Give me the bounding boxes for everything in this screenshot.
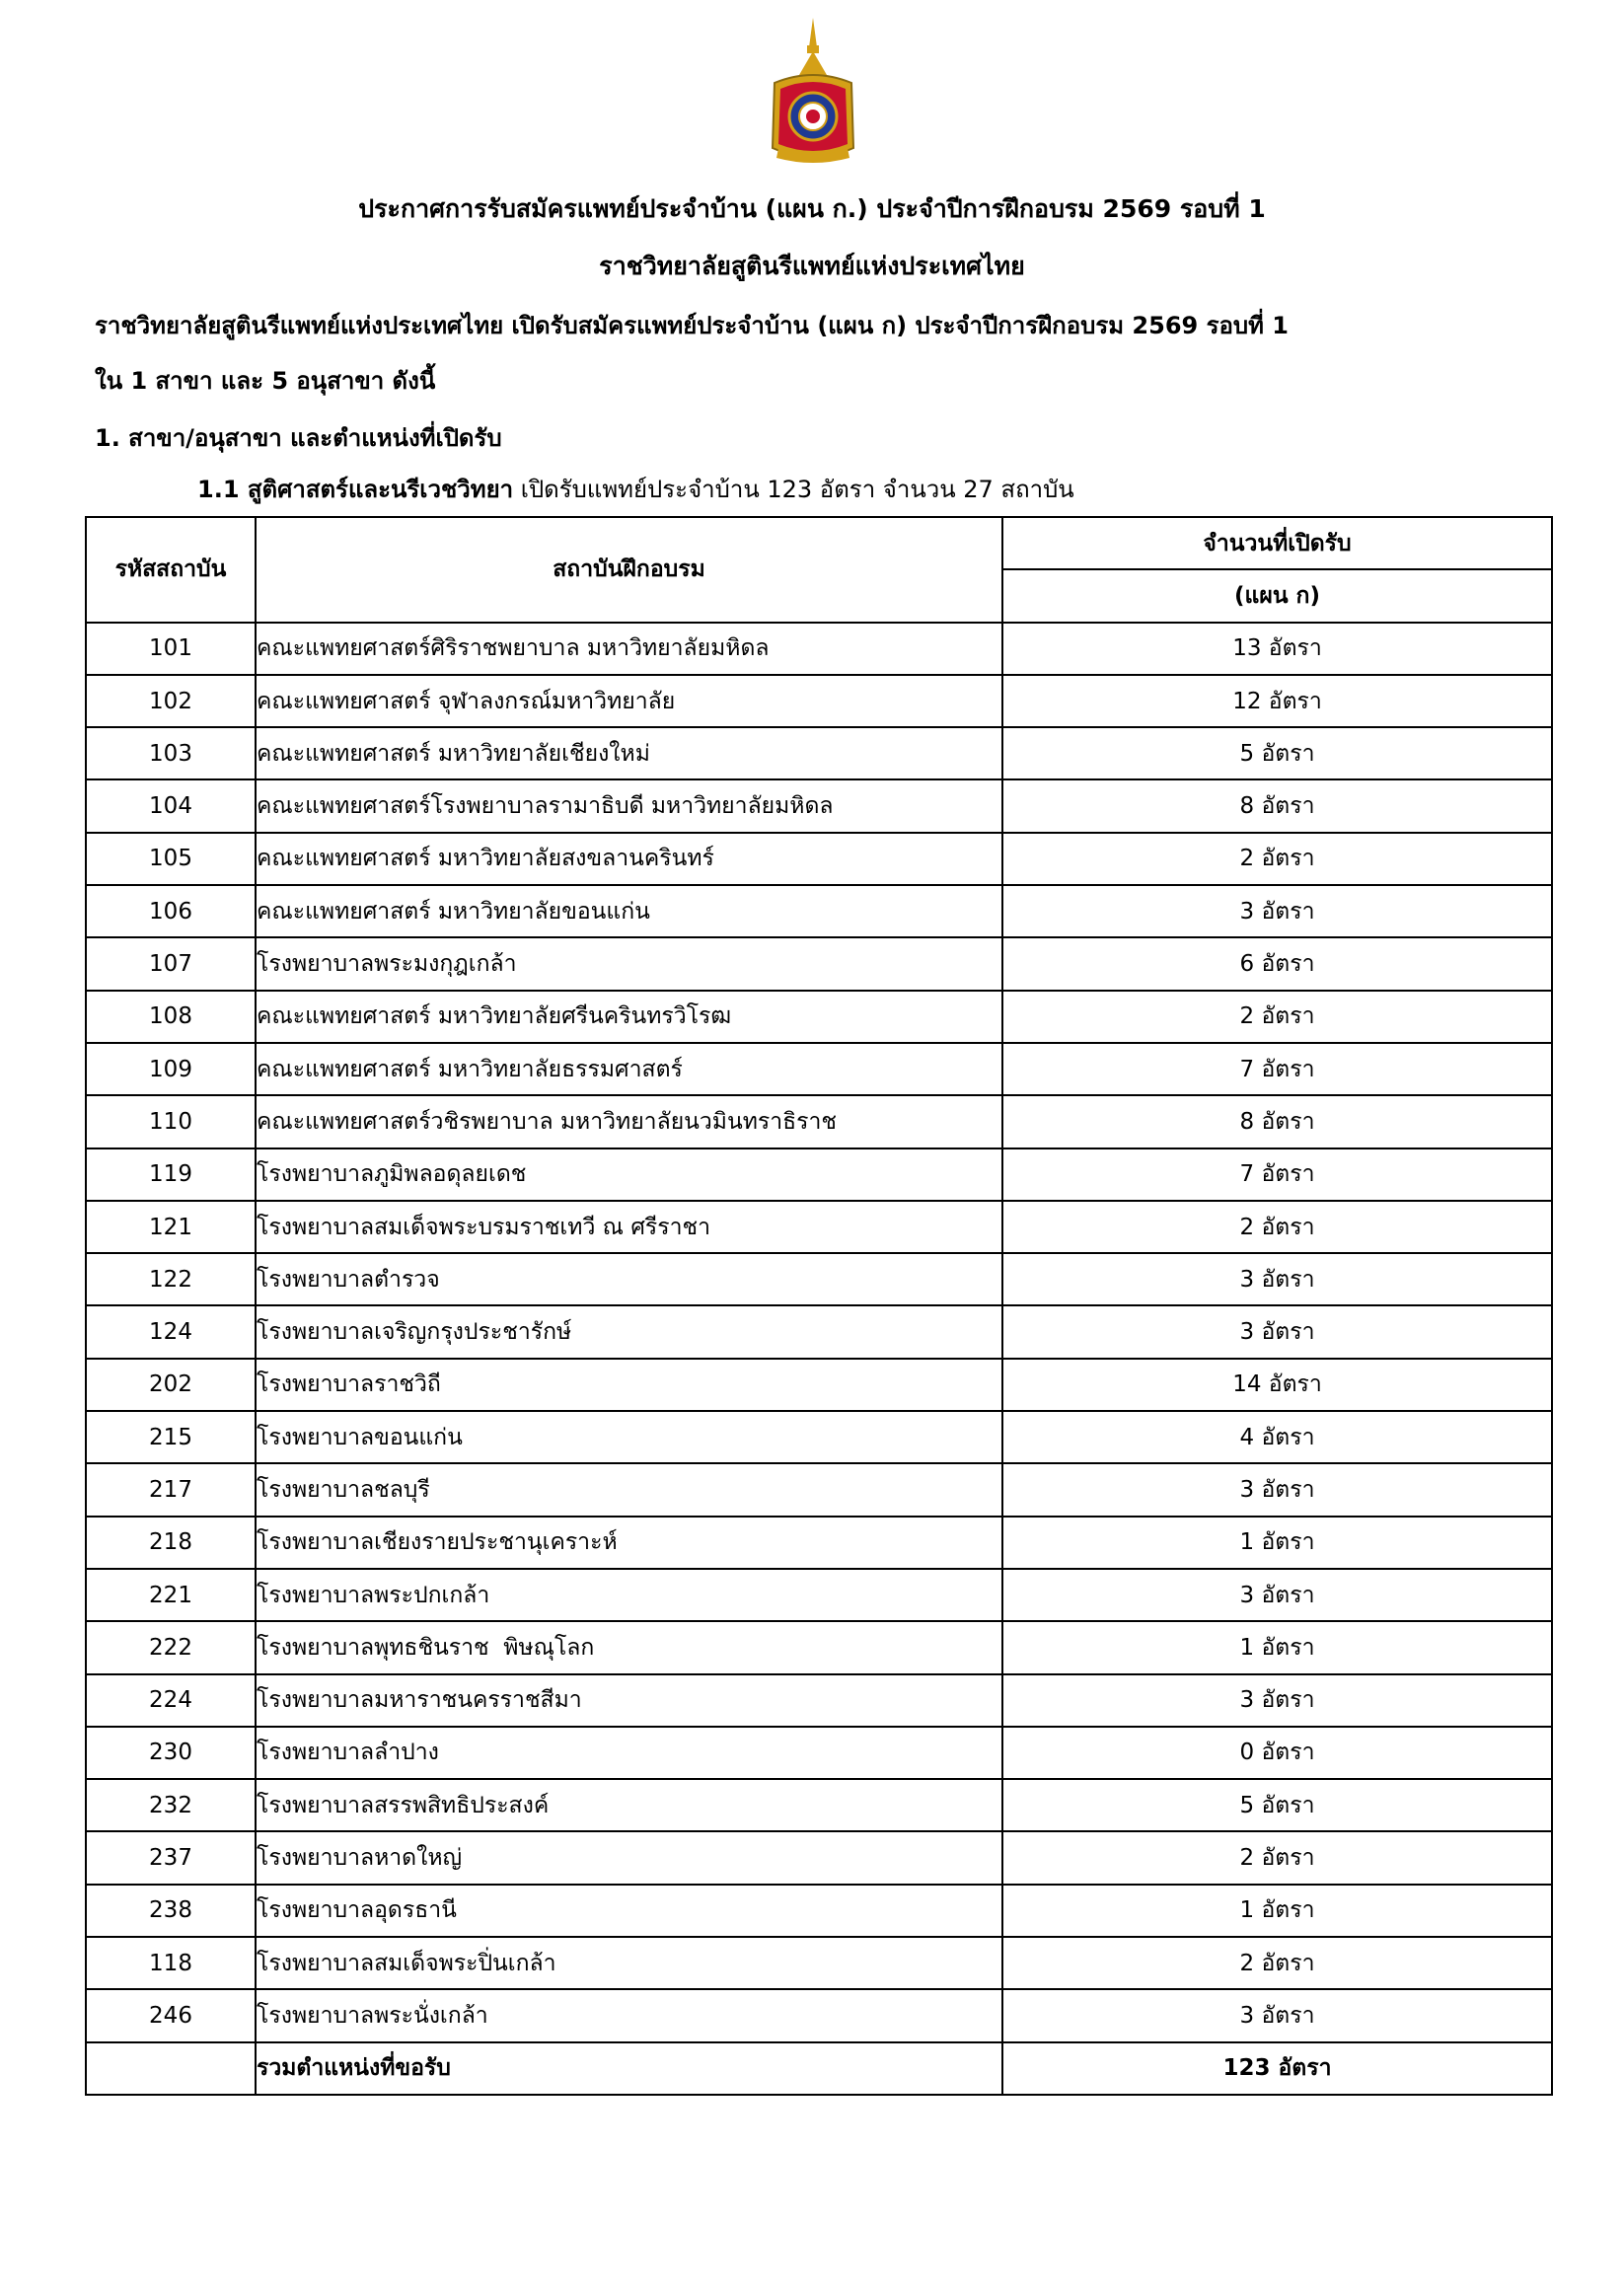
institution-name: โรงพยาบาลหาดใหญ่ — [256, 1831, 1002, 1884]
table-row — [86, 1517, 1552, 1569]
institution-code: 108 — [86, 991, 256, 1043]
table-row — [86, 1148, 1552, 1201]
table-row — [86, 1359, 1552, 1411]
position-count: 5 อัตรา — [1002, 727, 1552, 779]
table-row — [86, 1253, 1552, 1305]
institution-code: 106 — [86, 885, 256, 937]
announcement-title: ประกาศการรับสมัครแพทย์ประจำบ้าน (แผน ก.) ประจำปีการฝึกอบรม 2569 รอบที่ 1 — [358, 194, 1266, 223]
institution-name: โรงพยาบาลพุทธชินราช พิษณุโลก — [256, 1621, 1002, 1673]
institution-code: 224 — [86, 1674, 256, 1727]
table-row — [86, 1201, 1552, 1253]
institution-name: โรงพยาบาลเชียงรายประชานุเคราะห์ — [256, 1517, 1002, 1569]
institution-code: 230 — [86, 1727, 256, 1779]
institution-name: โรงพยาบาลภูมิพลอดุลยเดช — [256, 1148, 1002, 1201]
position-count: 3 อัตรา — [1002, 1305, 1552, 1358]
institution-name: โรงพยาบาลตำรวจ — [256, 1253, 1002, 1305]
institution-name: โรงพยาบาลสมเด็จพระบรมราชเทวี ณ ศรีราชา — [256, 1201, 1002, 1253]
institution-code: 237 — [86, 1831, 256, 1884]
institution-name: คณะแพทยศาสตร์โรงพยาบาลรามาธิบดี มหาวิทยาลัยมหิดล — [256, 779, 1002, 832]
institution-code: 122 — [86, 1253, 256, 1305]
table-row — [86, 1989, 1552, 2041]
institution-name: โรงพยาบาลอุดรธานี — [256, 1885, 1002, 1937]
position-count: 2 อัตรา — [1002, 1831, 1552, 1884]
table-row — [86, 991, 1552, 1043]
institution-code: 222 — [86, 1621, 256, 1673]
institution-code: 202 — [86, 1359, 256, 1411]
position-count: 1 อัตรา — [1002, 1621, 1552, 1673]
position-count: 2 อัตรา — [1002, 1937, 1552, 1989]
institution-name: โรงพยาบาลพระมงกุฎเกล้า — [256, 937, 1002, 990]
position-count: 8 อัตรา — [1002, 1095, 1552, 1148]
table-row — [86, 885, 1552, 937]
subsection-label: 1.1 สูติศาสตร์และนรีเวชวิทยา — [197, 476, 514, 503]
institution-code: 101 — [86, 623, 256, 675]
institution-code: 232 — [86, 1779, 256, 1831]
position-count: 3 อัตรา — [1002, 885, 1552, 937]
institution-name: โรงพยาบาลราชวิถี — [256, 1359, 1002, 1411]
institution-name: คณะแพทยศาสตร์ มหาวิทยาลัยสงขลานครินทร์ — [256, 833, 1002, 885]
position-count: 13 อัตรา — [1002, 623, 1552, 675]
section-1-heading: 1. สาขา/อนุสาขา และตำแหน่งที่เปิดรับ — [95, 424, 502, 452]
institution-code: 102 — [86, 675, 256, 727]
position-count: 8 อัตรา — [1002, 779, 1552, 832]
subsection-heading — [197, 470, 1074, 508]
institution-code: 218 — [86, 1517, 256, 1569]
institution-name: คณะแพทยศาสตร์ศิริราชพยาบาล มหาวิทยาลัยมหิดล — [256, 623, 1002, 675]
institution-name: โรงพยาบาลสมเด็จพระปิ่นเกล้า — [256, 1937, 1002, 1989]
institution-name: โรงพยาบาลสรรพสิทธิประสงค์ — [256, 1779, 1002, 1831]
position-count: 7 อัตรา — [1002, 1043, 1552, 1095]
table-row — [86, 675, 1552, 727]
table-row — [86, 1305, 1552, 1358]
institution-code: 105 — [86, 833, 256, 885]
position-count: 3 อัตรา — [1002, 1463, 1552, 1516]
position-count: 3 อัตรา — [1002, 1253, 1552, 1305]
institution-name: คณะแพทยศาสตร์วชิรพยาบาล มหาวิทยาลัยนวมินทราธิราช — [256, 1095, 1002, 1148]
position-count: 1 อัตรา — [1002, 1517, 1552, 1569]
total-row — [86, 2042, 1552, 2095]
institution-name: คณะแพทยศาสตร์ มหาวิทยาลัยศรีนครินทรวิโรฒ — [256, 991, 1002, 1043]
organization-name: ราชวิทยาลัยสูตินรีแพทย์แห่งประเทศไทย — [599, 252, 1025, 280]
position-count: 6 อัตรา — [1002, 937, 1552, 990]
institution-name: โรงพยาบาลพระนั่งเกล้า — [256, 1989, 1002, 2041]
institution-code: 217 — [86, 1463, 256, 1516]
institution-code: 118 — [86, 1937, 256, 1989]
table-row — [86, 1095, 1552, 1148]
intro-line-1: ราชวิทยาลัยสูตินรีแพทย์แห่งประเทศไทย เปิดรับสมัครแพทย์ประจำบ้าน (แผน ก) ประจำปีการฝึกอบรม 2569 รอบที่ 1 — [95, 312, 1289, 339]
position-count: 2 อัตรา — [1002, 833, 1552, 885]
table-row — [86, 1779, 1552, 1831]
position-count: 0 อัตรา — [1002, 1727, 1552, 1779]
institution-code: 246 — [86, 1989, 256, 2041]
institution-code: 124 — [86, 1305, 256, 1358]
total-qty: 123 อัตรา — [1002, 2042, 1552, 2095]
header-plan: (แผน ก) — [1002, 569, 1552, 622]
table-row — [86, 833, 1552, 885]
position-count: 3 อัตรา — [1002, 1674, 1552, 1727]
subsection-desc: เปิดรับแพทย์ประจำบ้าน 123 อัตรา จำนวน 27 สถาบัน — [513, 476, 1074, 503]
institution-name: คณะแพทยศาสตร์ มหาวิทยาลัยธรรมศาสตร์ — [256, 1043, 1002, 1095]
institution-code: 109 — [86, 1043, 256, 1095]
position-count: 14 อัตรา — [1002, 1359, 1552, 1411]
institution-name: โรงพยาบาลชลบุรี — [256, 1463, 1002, 1516]
table-row — [86, 623, 1552, 675]
position-count: 12 อัตรา — [1002, 675, 1552, 727]
institution-name: คณะแพทยศาสตร์ มหาวิทยาลัยขอนแก่น — [256, 885, 1002, 937]
table-row — [86, 1937, 1552, 1989]
position-count: 7 อัตรา — [1002, 1148, 1552, 1201]
position-count: 5 อัตรา — [1002, 1779, 1552, 1831]
intro-line-2: ใน 1 สาขา และ 5 อนุสาขา ดังนี้ — [95, 367, 436, 395]
table-row — [86, 1463, 1552, 1516]
total-label: รวมตำแหน่งที่ขอรับ — [256, 2042, 1002, 2095]
position-count: 2 อัตรา — [1002, 1201, 1552, 1253]
institution-code: 221 — [86, 1569, 256, 1621]
position-count: 4 อัตรา — [1002, 1411, 1552, 1463]
institution-name: คณะแพทยศาสตร์ มหาวิทยาลัยเชียงใหม่ — [256, 727, 1002, 779]
institution-code: 121 — [86, 1201, 256, 1253]
institution-name: โรงพยาบาลลำปาง — [256, 1727, 1002, 1779]
institution-name: โรงพยาบาลมหาราชนครราชสีมา — [256, 1674, 1002, 1727]
institution-name: โรงพยาบาลขอนแก่น — [256, 1411, 1002, 1463]
header-institution: สถาบันฝึกอบรม — [256, 517, 1002, 623]
position-count: 2 อัตรา — [1002, 991, 1552, 1043]
table-row — [86, 1411, 1552, 1463]
table-row — [86, 1674, 1552, 1727]
position-count: 3 อัตรา — [1002, 1989, 1552, 2041]
institution-code: 104 — [86, 779, 256, 832]
total-code-cell — [86, 2042, 256, 2095]
institution-code: 110 — [86, 1095, 256, 1148]
position-count: 3 อัตรา — [1002, 1569, 1552, 1621]
institution-code: 238 — [86, 1885, 256, 1937]
table-row — [86, 1831, 1552, 1884]
table-row — [86, 1727, 1552, 1779]
institution-code: 107 — [86, 937, 256, 990]
table-row — [86, 937, 1552, 990]
header-count: จำนวนที่เปิดรับ — [1002, 517, 1552, 569]
institution-name: โรงพยาบาลพระปกเกล้า — [256, 1569, 1002, 1621]
institution-code: 215 — [86, 1411, 256, 1463]
institution-code: 103 — [86, 727, 256, 779]
table-row — [86, 779, 1552, 832]
header-code: รหัสสถาบัน — [86, 517, 256, 623]
table-row — [86, 1569, 1552, 1621]
table-row — [86, 1621, 1552, 1673]
table-row — [86, 727, 1552, 779]
institution-name: คณะแพทยศาสตร์ จุฬาลงกรณ์มหาวิทยาลัย — [256, 675, 1002, 727]
institution-code: 119 — [86, 1148, 256, 1201]
table-row — [86, 1885, 1552, 1937]
position-count: 1 อัตรา — [1002, 1885, 1552, 1937]
positions-table — [85, 516, 1553, 2096]
table-row — [86, 1043, 1552, 1095]
royal-college-emblem-icon — [767, 18, 859, 166]
table-body — [86, 623, 1552, 2042]
institution-name: โรงพยาบาลเจริญกรุงประชารักษ์ — [256, 1305, 1002, 1358]
